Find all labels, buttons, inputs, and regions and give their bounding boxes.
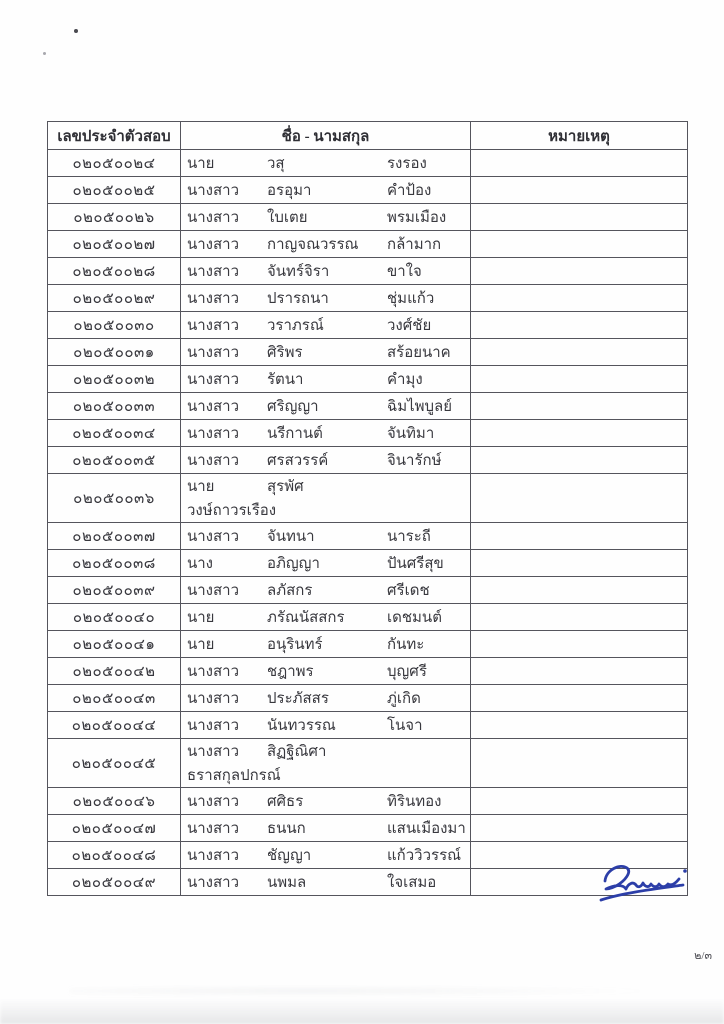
first-name: ศิริพร <box>267 345 303 361</box>
name-cell <box>181 231 471 258</box>
first-name: ภรัณนัสสกร <box>267 610 345 626</box>
title-text: นางสาว <box>187 848 240 864</box>
name-cell <box>181 420 471 447</box>
name-cell <box>181 550 471 577</box>
remark-cell <box>471 177 688 204</box>
signature-dot <box>683 869 687 873</box>
first-name: ประภัสสร <box>267 691 329 707</box>
exam-id-cell: ๐๒๐๕๐๐๔๖ <box>48 788 181 815</box>
name-cell <box>181 150 471 177</box>
title-text: นางสาว <box>187 318 240 334</box>
exam-id-cell: ๐๒๐๕๐๐๓๔ <box>48 420 181 447</box>
last-name: จันทิมา <box>387 426 435 442</box>
first-name: วราภรณ์ <box>267 318 324 334</box>
name-cell <box>181 285 471 312</box>
table-row <box>48 420 688 447</box>
exam-id-cell: ๐๒๐๕๐๐๔๔ <box>48 712 181 739</box>
last-name: เดชมนต์ <box>387 610 442 626</box>
table-row <box>48 550 688 577</box>
last-name: กล้ามาก <box>387 237 442 253</box>
name-cell <box>181 631 471 658</box>
last-name: ขาใจ <box>387 264 422 280</box>
name-cell <box>181 658 471 685</box>
exam-id-cell: ๐๒๐๕๐๐๓๒ <box>48 366 181 393</box>
last-name: วงศ์ชัย <box>387 318 432 334</box>
first-name: สุรพัศ <box>267 479 304 495</box>
name-cell <box>181 685 471 712</box>
signature-handwriting <box>592 860 696 912</box>
exam-id-cell: ๐๒๐๕๐๐๓๙ <box>48 577 181 604</box>
header-name: ชื่อ - นามสกุล <box>181 122 471 150</box>
scan-dot-artifact <box>43 52 46 55</box>
first-name: รัตนา <box>267 372 304 388</box>
title-text: นางสาว <box>187 529 240 545</box>
title-text: นางสาว <box>187 691 240 707</box>
exam-id-cell: ๐๒๐๕๐๐๔๑ <box>48 631 181 658</box>
first-name: จันทนา <box>267 529 315 545</box>
last-name: วงษ์ถาวรเรือง <box>187 503 277 519</box>
title-text: นางสาว <box>187 345 240 361</box>
title-text: นางสาว <box>187 744 240 760</box>
last-name: ปันศรีสุข <box>387 556 444 572</box>
first-name: อรอุมา <box>267 183 312 199</box>
page-number: ๒/๓ <box>694 950 712 962</box>
remark-cell <box>471 150 688 177</box>
exam-id-cell: ๐๒๐๕๐๐๒๙ <box>48 285 181 312</box>
remark-cell <box>471 393 688 420</box>
exam-id-cell: ๐๒๐๕๐๐๓๐ <box>48 312 181 339</box>
exam-id-cell: ๐๒๐๕๐๐๓๖ <box>48 474 181 523</box>
table-row <box>48 523 688 550</box>
remark-cell <box>471 685 688 712</box>
last-name: พรมเมือง <box>387 210 447 226</box>
remark-cell <box>471 447 688 474</box>
remark-cell <box>471 204 688 231</box>
name-cell <box>181 788 471 815</box>
exam-id-cell: ๐๒๐๕๐๐๔๙ <box>48 869 181 896</box>
first-name: ศริญญา <box>267 399 319 415</box>
remark-cell <box>471 258 688 285</box>
last-name: ภู่เกิด <box>387 691 421 707</box>
scan-smudge-artifact <box>70 986 664 996</box>
scan-edge-shadow <box>0 998 724 1024</box>
last-name: รงรอง <box>387 156 427 172</box>
exam-id-cell: ๐๒๐๕๐๐๒๖ <box>48 204 181 231</box>
remark-cell <box>471 339 688 366</box>
last-name: โนจา <box>387 718 423 734</box>
name-cell <box>181 577 471 604</box>
table-row <box>48 658 688 685</box>
table-header <box>48 122 688 150</box>
first-name: อภิญญา <box>267 556 320 572</box>
exam-roster-table <box>47 121 688 896</box>
table-row <box>48 177 688 204</box>
exam-id-cell: ๐๒๐๕๐๐๓๕ <box>48 447 181 474</box>
exam-id-cell: ๐๒๐๕๐๐๔๒ <box>48 658 181 685</box>
last-name: ทิรินทอง <box>387 794 442 810</box>
exam-id-cell: ๐๒๐๕๐๐๔๗ <box>48 815 181 842</box>
remark-cell <box>471 788 688 815</box>
exam-id-cell: ๐๒๐๕๐๐๒๕ <box>48 177 181 204</box>
first-name: ศศิธร <box>267 794 304 810</box>
last-name: คำป้อง <box>387 183 432 199</box>
table-row <box>48 604 688 631</box>
exam-id-cell: ๐๒๐๕๐๐๓๓ <box>48 393 181 420</box>
table-row <box>48 447 688 474</box>
first-name: ชัญญา <box>267 848 312 864</box>
table-body <box>48 150 688 896</box>
remark-cell <box>471 312 688 339</box>
first-name: นพมล <box>267 875 307 891</box>
title-text: นาย <box>187 479 215 495</box>
exam-id-cell: ๐๒๐๕๐๐๓๑ <box>48 339 181 366</box>
name-cell <box>181 604 471 631</box>
remark-cell <box>471 577 688 604</box>
remark-cell <box>471 815 688 842</box>
first-name: ใบเตย <box>267 210 308 226</box>
exam-id-cell: ๐๒๐๕๐๐๒๘ <box>48 258 181 285</box>
last-name: คำมุง <box>387 372 423 388</box>
last-name: บุญศรี <box>387 664 427 680</box>
last-name: ธราสกุลปกรณ์ <box>187 768 281 784</box>
exam-id-cell: ๐๒๐๕๐๐๒๔ <box>48 150 181 177</box>
title-text: นางสาว <box>187 718 240 734</box>
title-text: นางสาว <box>187 399 240 415</box>
first-name: นรีกานต์ <box>267 426 323 442</box>
title-text: นางสาว <box>187 794 240 810</box>
last-name: แก้ววิวรรณ์ <box>387 848 462 864</box>
table-row <box>48 815 688 842</box>
remark-cell <box>471 739 688 788</box>
title-text: นางสาว <box>187 664 240 680</box>
remark-cell <box>471 550 688 577</box>
table-row <box>48 712 688 739</box>
remark-cell <box>471 604 688 631</box>
title-text: นาง <box>187 556 214 572</box>
exam-id-cell: ๐๒๐๕๐๐๔๓ <box>48 685 181 712</box>
table-row <box>48 577 688 604</box>
exam-id-cell: ๐๒๐๕๐๐๓๘ <box>48 550 181 577</box>
name-cell <box>181 177 471 204</box>
title-text: นาย <box>187 156 215 172</box>
table-row <box>48 258 688 285</box>
title-text: นางสาว <box>187 264 240 280</box>
table-row <box>48 285 688 312</box>
name-cell <box>181 523 471 550</box>
last-name: ใจเสมอ <box>387 875 437 891</box>
header-remark: หมายเหตุ <box>471 122 688 150</box>
table-row <box>48 339 688 366</box>
name-cell <box>181 258 471 285</box>
name-cell <box>181 712 471 739</box>
table-row <box>48 312 688 339</box>
name-cell <box>181 447 471 474</box>
title-text: นางสาว <box>187 821 240 837</box>
exam-id-cell: ๐๒๐๕๐๐๒๗ <box>48 231 181 258</box>
exam-id-cell: ๐๒๐๕๐๐๔๐ <box>48 604 181 631</box>
exam-id-cell: ๐๒๐๕๐๐๓๗ <box>48 523 181 550</box>
title-text: นางสาว <box>187 372 240 388</box>
last-name: แสนเมืองมา <box>387 821 466 837</box>
title-text: นางสาว <box>187 583 240 599</box>
remark-cell <box>471 474 688 523</box>
table-row <box>48 474 688 523</box>
last-name: ศรีเดช <box>387 583 430 599</box>
title-text: นางสาว <box>187 210 240 226</box>
scan-dot-artifact <box>74 29 78 33</box>
first-name: กาญจณวรรณ <box>267 237 359 253</box>
first-name: ชฎาพร <box>267 664 314 680</box>
last-name: สร้อยนาค <box>387 345 451 361</box>
table-row <box>48 685 688 712</box>
name-cell <box>181 312 471 339</box>
name-cell <box>181 474 471 523</box>
table-row <box>48 788 688 815</box>
first-name: วสุ <box>267 156 285 172</box>
title-text: นางสาว <box>187 426 240 442</box>
last-name: กันทะ <box>387 637 425 653</box>
remark-cell <box>471 631 688 658</box>
first-name: อนุรินทร์ <box>267 637 323 653</box>
name-cell <box>181 842 471 869</box>
exam-id-cell: ๐๒๐๕๐๐๔๕ <box>48 739 181 788</box>
table-row <box>48 393 688 420</box>
remark-cell <box>471 712 688 739</box>
remark-cell <box>471 231 688 258</box>
last-name: นาระถี <box>387 529 431 545</box>
remark-cell <box>471 420 688 447</box>
table-row <box>48 366 688 393</box>
table-row <box>48 631 688 658</box>
last-name: จินารักษ์ <box>387 453 442 469</box>
exam-id-cell: ๐๒๐๕๐๐๔๘ <box>48 842 181 869</box>
header-exam-id: เลขประจำตัวสอบ <box>48 122 181 150</box>
first-name: นันทวรรณ <box>267 718 336 734</box>
title-text: นาย <box>187 610 215 626</box>
title-text: นางสาว <box>187 237 240 253</box>
first-name: สิฏฐิณิศา <box>267 744 327 760</box>
name-cell <box>181 869 471 896</box>
first-name: ธนนก <box>267 821 306 837</box>
title-text: นางสาว <box>187 291 240 307</box>
remark-cell <box>471 285 688 312</box>
first-name: ลภัสกร <box>267 583 313 599</box>
title-text: นาย <box>187 637 215 653</box>
title-text: นางสาว <box>187 453 240 469</box>
name-cell <box>181 366 471 393</box>
remark-cell <box>471 523 688 550</box>
last-name: ชุ่มแก้ว <box>387 291 435 307</box>
remark-cell <box>471 658 688 685</box>
name-cell <box>181 339 471 366</box>
title-text: นางสาว <box>187 875 240 891</box>
remark-cell <box>471 366 688 393</box>
first-name: จันทร์จิรา <box>267 264 330 280</box>
table-row <box>48 739 688 788</box>
table-row <box>48 150 688 177</box>
table-row <box>48 204 688 231</box>
name-cell <box>181 739 471 788</box>
name-cell <box>181 393 471 420</box>
name-cell <box>181 815 471 842</box>
table-row <box>48 231 688 258</box>
name-cell <box>181 204 471 231</box>
first-name: ศรสวรรค์ <box>267 453 329 469</box>
title-text: นางสาว <box>187 183 240 199</box>
last-name: ฉิมไพบูลย์ <box>387 399 453 415</box>
first-name: ปรารถนา <box>267 291 329 307</box>
